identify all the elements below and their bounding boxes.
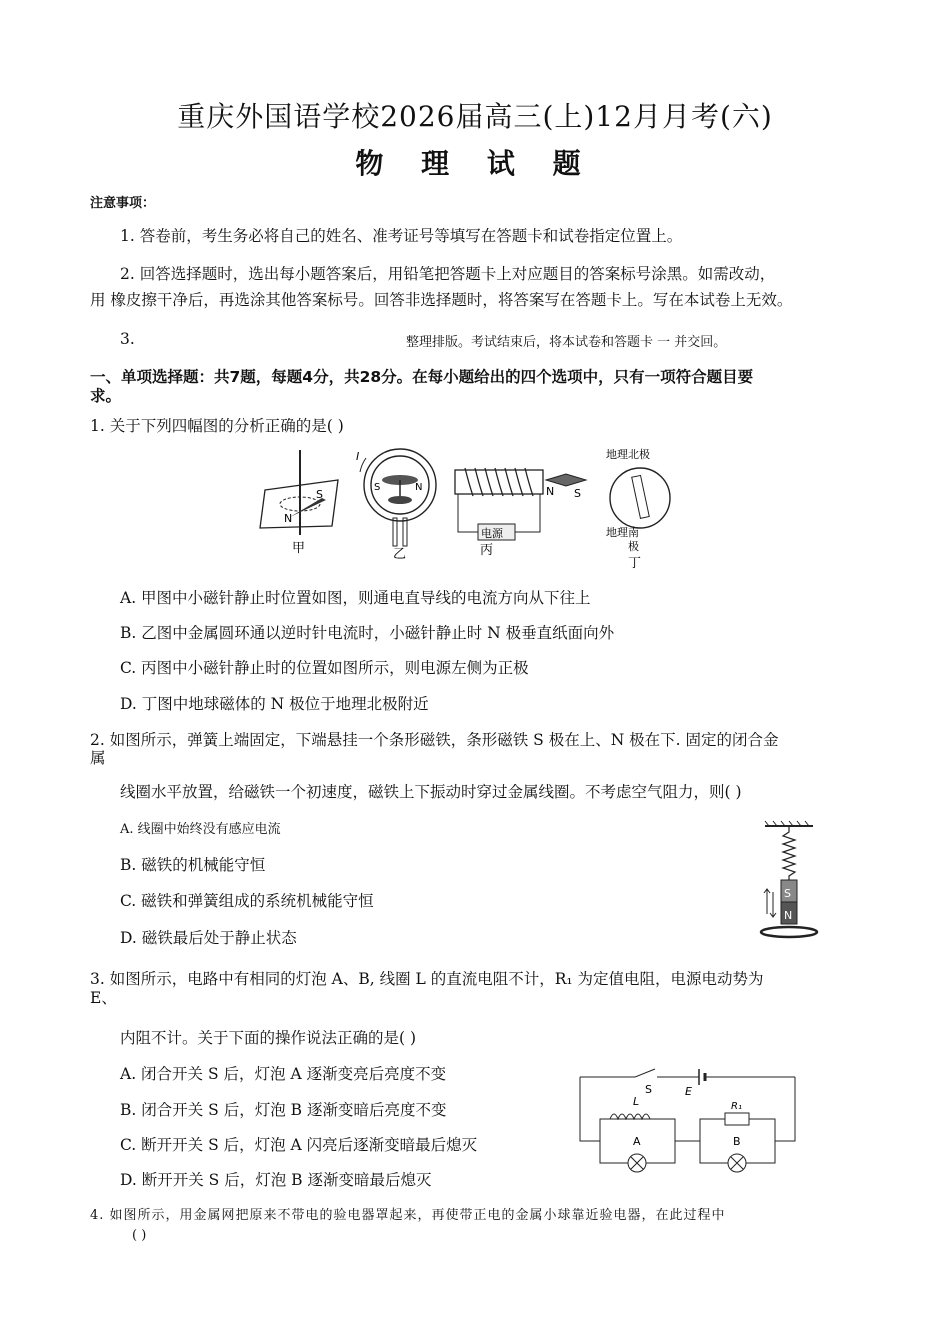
q4-stem-line2: ( ): [132, 1228, 147, 1243]
svg-text:S: S: [645, 1083, 652, 1096]
svg-text:N: N: [284, 512, 293, 525]
label-jia: 甲: [292, 541, 306, 556]
notice-item-2-line2: 用 橡皮擦干净后，再选涂其他答案标号。回答非选择题时，将答案写在答题卡上。写在本试卷上无效。: [90, 291, 793, 309]
svg-text:电源: 电源: [481, 527, 503, 540]
q2-stem-line3: 线圈水平放置，给磁铁一个初速度，磁铁上下振动时穿过金属线圈。不考虑空气阻力，则( ): [120, 783, 742, 801]
q1-stem: 1. 关于下列四幅图的分析正确的是( ): [90, 417, 344, 435]
q1-option-c: C. 丙图中小磁针静止时的位置如图所示，则电源左侧为正极: [120, 659, 529, 677]
q3-circuit-figure: [575, 1063, 800, 1173]
notice-item-3-text: 整理排版。考试结束后，将本试卷和答题卡 一 并交回。: [406, 335, 727, 350]
figure-ding: [606, 447, 670, 571]
svg-text:A: A: [633, 1135, 641, 1148]
svg-text:S: S: [784, 887, 791, 900]
section1-heading-line1: 一、单项选择题：共7题，每题4分，共28分。在每小题给出的四个选项中，只有一项符合题目要: [90, 368, 754, 386]
notice-item-1: 1. 答卷前，考生务必将自己的姓名、准考证号等填写在答题卡和试卷指定位置上。: [120, 227, 683, 245]
figure-bing: [455, 468, 586, 558]
svg-text:地理北极: 地理北极: [606, 448, 650, 461]
svg-text:N: N: [546, 485, 555, 498]
q3-stem-line1: 3. 如图所示，电路中有相同的灯泡 A、B, 线圈 L 的直流电阻不计，R₁ 为定值电阻，电源电动势为: [90, 970, 764, 988]
q2-stem-line1: 2. 如图所示，弹簧上端固定，下端悬挂一个条形磁铁，条形磁铁 S 极在上、N 极在下. 固定的闭合金: [90, 731, 779, 749]
svg-text:I: I: [356, 450, 360, 463]
svg-text:S: S: [374, 482, 381, 493]
svg-text:极: 极: [628, 540, 639, 553]
label-ding: 丁: [628, 556, 642, 571]
svg-text:N: N: [415, 482, 423, 493]
figure-yi: [356, 449, 436, 562]
q3-option-a: A. 闭合开关 S 后，灯泡 A 逐渐变亮后亮度不变: [120, 1065, 447, 1083]
q1-option-d: D. 丁图中地球磁体的 N 极位于地理北极附近: [120, 695, 429, 713]
q2-stem-line2: 属: [90, 749, 106, 767]
svg-text:S: S: [574, 487, 581, 500]
notice-heading: 注意事项：: [90, 196, 156, 211]
label-bing: 丙: [480, 543, 494, 558]
svg-text:S: S: [316, 488, 323, 501]
svg-text:E: E: [685, 1085, 692, 1098]
notice-item-2-line1: 2. 回答选择题时，选出每小题答案后，用铅笔把答题卡上对应题目的答案标号涂黑。如需改动，: [120, 265, 776, 283]
page-subtitle: 物 理 试 题: [355, 147, 595, 180]
q2-figure: [755, 818, 825, 948]
q3-stem-line3: 内阻不计。关于下面的操作说法正确的是( ): [120, 1029, 417, 1047]
q2-option-c: C. 磁铁和弹簧组成的系统机械能守恒: [120, 892, 374, 910]
svg-text:B: B: [733, 1135, 741, 1148]
page-title: 重庆外国语学校2026届高三(上)12月月考(六): [177, 100, 773, 133]
label-yi: 乙: [393, 547, 407, 562]
q3-option-c: C. 断开开关 S 后，灯泡 A 闪亮后逐渐变暗最后熄灭: [120, 1136, 478, 1154]
notice-item-3-number: 3.: [120, 330, 135, 348]
svg-text:L: L: [633, 1095, 640, 1108]
figure-jia: [260, 450, 338, 556]
svg-text:R₁: R₁: [731, 1101, 742, 1112]
section1-heading-line2: 求。: [90, 387, 122, 405]
q3-stem-line2: E、: [90, 989, 117, 1007]
q1-option-a: A. 甲图中小磁针静止时位置如图，则通电直导线的电流方向从下往上: [120, 589, 591, 607]
q1-option-b: B. 乙图中金属圆环通以逆时针电流时，小磁针静止时 N 极垂直纸面向外: [120, 624, 615, 642]
svg-text:地理南: 地理南: [606, 526, 639, 539]
q4-stem-line1: 4. 如图所示，用金属网把原来不带电的验电器罩起来，再使带正电的金属小球靠近验电器，在此过程中: [90, 1208, 726, 1223]
q3-option-b: B. 闭合开关 S 后，灯泡 B 逐渐变暗后亮度不变: [120, 1101, 447, 1119]
q1-figure: [250, 440, 690, 580]
q2-option-b: B. 磁铁的机械能守恒: [120, 856, 266, 874]
q2-option-d: D. 磁铁最后处于静止状态: [120, 929, 297, 947]
svg-text:N: N: [784, 909, 793, 922]
q3-option-d: D. 断开开关 S 后，灯泡 B 逐渐变暗最后熄灭: [120, 1171, 432, 1189]
q2-option-a: A. 线圈中始终没有感应电流: [120, 822, 281, 837]
